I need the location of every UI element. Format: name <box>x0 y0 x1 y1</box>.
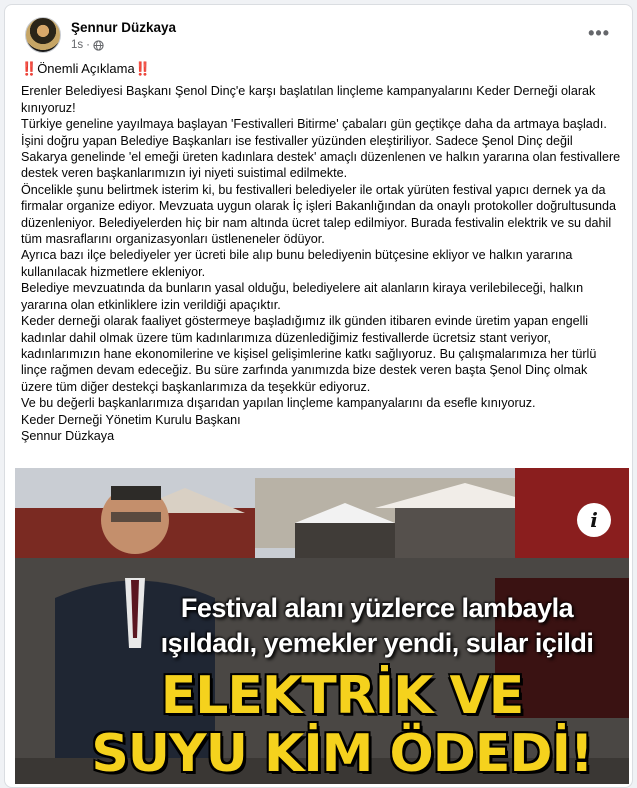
image-headline-line1: ELEKTRİK VE <box>160 666 524 726</box>
more-options-icon[interactable]: ••• <box>588 23 610 43</box>
image-caption-line1: Festival alanı yüzlerce lambayla <box>180 593 574 623</box>
post-image[interactable] <box>15 468 629 784</box>
paragraph: Öncelikle şunu belirtmek isterim ki, bu festivalleri belediyeler ile ortak yürüten festival yapıcı dernek ya da firmalar organize ediyor. Mevzuata uygun olarak İç işleri Bakanlığından da onaylı protokoller doğrultusunda düzenleniyor. Belediyelerden hiç bir nam altında ücret talep edilmiyor. Burada festivalin elektrik ve su dahil tüm masraflarını organizasyonları üstleneneler ödüyor. <box>21 182 617 247</box>
double-exclamation-icon: ‼️ <box>21 61 38 76</box>
author-name[interactable]: Şennur Düzkaya <box>71 20 177 35</box>
double-exclamation-icon: ‼️ <box>134 61 151 76</box>
author-avatar[interactable] <box>25 17 61 53</box>
info-icon[interactable]: i <box>577 503 611 537</box>
post-title: Önemli Açıklama <box>37 61 135 76</box>
paragraph: Erenler Belediyesi Başkanı Şenol Dinç'e karşı başlatılan linçleme kampanyalarını Keder Derneği olarak kınıyoruz! <box>21 84 596 115</box>
paragraph: Ve bu değerli başkanlarımıza dışarıdan yapılan linçleme kampanyalarını da esefle kınıyoruz. <box>21 396 536 411</box>
paragraph: Belediye mevzuatında da bunların yasal olduğu, belediyelere ait alanların kiraya verilebileceği, halkın yararına olan etkinliklere izin verildiği apaçıktır. <box>21 281 584 312</box>
paragraph: Türkiye geneline yayılmaya başlayan 'Festivalleri Bitirme' çabaları gün geçtikçe daha da artmaya başladı. İşini doğru yapan Belediye Başkanları ise festivaller yüzünden eleştiriliyor. Sadece Şenol Dinç değil Sakarya genelinde 'el emeği üreten kadınlara destek' amaçlı düzenlenen ve halkın yararına olan festivallere destek veren başkanlarımızın iyi niyeti suistimal edilmekte. <box>21 117 621 181</box>
image-caption-line2: ışıldadı, yemekler yendi, sular içildi <box>160 628 594 658</box>
globe-icon <box>93 40 104 51</box>
image-headline-line2: SUYU KİM ÖDEDİ! <box>91 724 593 784</box>
signature-name: Şennur Düzkaya <box>21 428 115 443</box>
post-card <box>4 4 633 788</box>
paragraph: Ayrıca bazı ilçe belediyeler yer ücreti bile alıp bunu belediyenin bütçesine ekliyor ve halkın yararına kullanılacak hizmetlere ekleniyor. <box>21 248 573 279</box>
signature-title: Keder Derneği Yönetim Kurulu Başkanı <box>21 412 241 427</box>
post-text <box>21 61 621 444</box>
paragraph: Keder derneği olarak faaliyet göstermeye başladığımız ilk günden itibaren evinde üretim yapan engelli kadınlar dahil olmak üzere tüm kadınlarımıza düzenlediğimiz festivallerde ücretsiz stant veriyor, kadınlarımızın hane ekonomilerine ve kişisel gelişimlerine katkı sağlıyoruz. Bu çalışmalarımıza her türlü linçe rağmen devam edeceğiz. Bu süre zarfında yanımızda bize destek veren başta Şenol Dinç olmak üzere tüm diğer destekçi başkanlarımıza da teşekkür ediyoruz. <box>21 314 597 394</box>
post-time[interactable]: 1s <box>71 39 84 51</box>
post-title-line <box>21 61 621 77</box>
post-meta: 1s · <box>71 39 104 51</box>
post-header <box>19 13 618 57</box>
